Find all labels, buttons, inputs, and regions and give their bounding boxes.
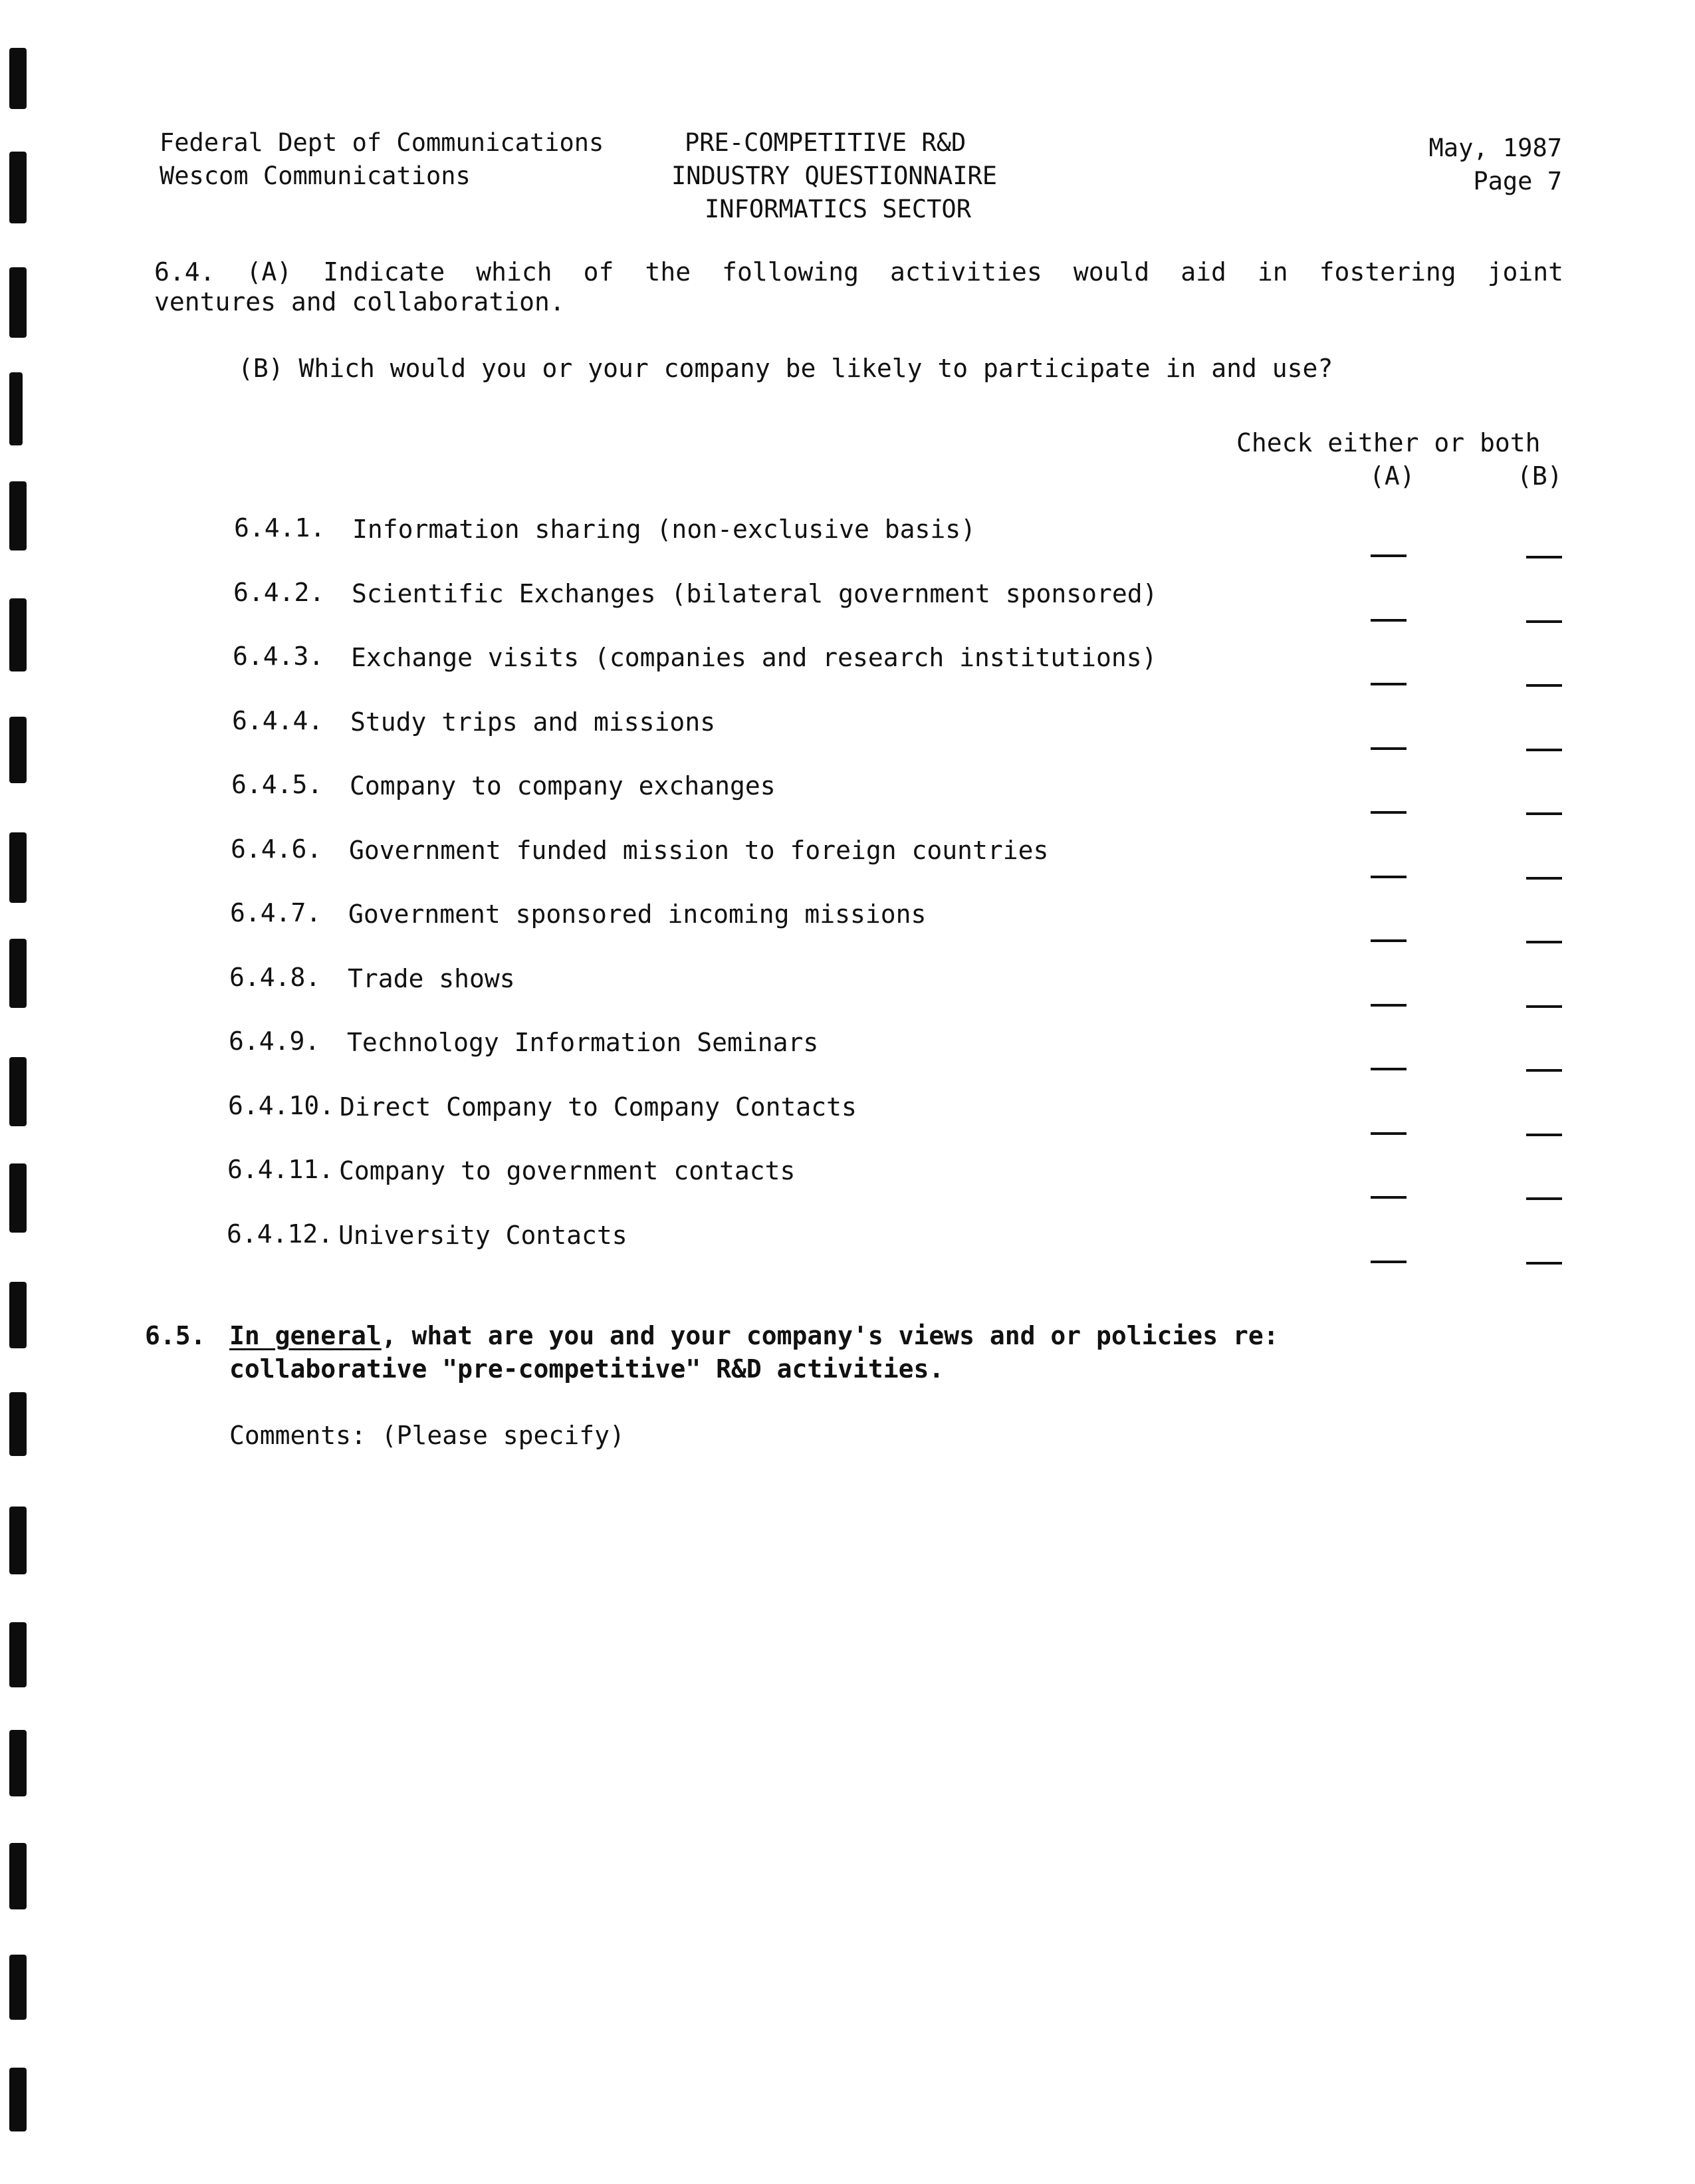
binder-mark <box>9 1507 27 1574</box>
activity-number: 6.4.11. <box>227 1155 334 1184</box>
checkbox-blank-b[interactable] <box>1526 556 1562 558</box>
binder-mark <box>9 48 27 109</box>
activity-number: 6.4.1. <box>234 513 326 543</box>
checkbox-blank-a[interactable] <box>1371 683 1407 685</box>
checkbox-blank-b[interactable] <box>1526 877 1562 880</box>
binder-mark <box>9 598 27 671</box>
checkbox-blank-b[interactable] <box>1526 1069 1562 1072</box>
activity-label: University Contacts <box>338 1221 627 1250</box>
activity-label: Direct Company to Company Contacts <box>340 1092 857 1122</box>
binder-mark <box>9 1392 27 1456</box>
activity-number: 6.4.12. <box>227 1219 334 1249</box>
activity-label: Trade shows <box>348 964 515 993</box>
activity-number: 6.4.3. <box>233 642 324 671</box>
header-org-line1: Federal Dept of Communications <box>160 128 604 157</box>
check-header: Check either or both <box>1236 428 1541 457</box>
activity-label: Study trips and missions <box>350 707 716 737</box>
checkbox-blank-b[interactable] <box>1526 1005 1562 1008</box>
question-6-4-b: (B) Which would you or your company be likely to participate in and use? <box>238 354 1333 383</box>
header-title-line3: INFORMATICS SECTOR <box>705 195 971 223</box>
question-6-4-a-line1: 6.4. (A) Indicate which of the following activities would aid in fostering joint <box>154 257 1563 287</box>
activity-label: Government funded mission to foreign countries <box>349 836 1049 865</box>
checkbox-blank-b[interactable] <box>1526 812 1562 815</box>
checkbox-blank-b[interactable] <box>1526 620 1562 623</box>
activity-label: Technology Information Seminars <box>347 1028 819 1057</box>
checkbox-blank-a[interactable] <box>1371 876 1407 878</box>
column-header-b: (B) <box>1517 461 1563 491</box>
activity-label: Exchange visits (companies and research institutions) <box>351 643 1157 672</box>
header-org-line2: Wescom Communications <box>160 162 471 190</box>
question-6-5-line1 <box>229 1320 1279 1352</box>
header-title-line2: INDUSTRY QUESTIONNAIRE <box>671 162 998 190</box>
question-6-5-number: 6.5. <box>145 1321 206 1350</box>
checkbox-blank-a[interactable] <box>1371 811 1407 814</box>
checkbox-blank-a[interactable] <box>1371 619 1407 622</box>
activity-number: 6.4.5. <box>231 770 323 799</box>
activity-label: Company to government contacts <box>339 1156 796 1185</box>
binder-mark <box>9 267 27 338</box>
checkbox-blank-a[interactable] <box>1371 1004 1407 1007</box>
checkbox-blank-b[interactable] <box>1526 749 1562 751</box>
binder-mark <box>9 1955 27 2020</box>
header-title-line1: PRE-COMPETITIVE R&D <box>685 128 966 157</box>
column-header-a: (A) <box>1369 461 1415 491</box>
checkbox-blank-b[interactable] <box>1526 941 1562 943</box>
checkbox-blank-b[interactable] <box>1526 1134 1562 1136</box>
header-date: May, 1987 <box>1428 134 1562 162</box>
checkbox-blank-a[interactable] <box>1371 1068 1407 1070</box>
binder-mark <box>9 1282 27 1348</box>
binder-mark <box>9 1057 27 1126</box>
activity-number: 6.4.7. <box>230 898 322 927</box>
checkbox-blank-a[interactable] <box>1371 554 1407 557</box>
activity-label: Company to company exchanges <box>350 771 776 800</box>
binder-mark <box>9 939 27 1008</box>
binder-mark <box>9 2068 27 2131</box>
activity-number: 6.4.9. <box>229 1027 320 1056</box>
binder-mark <box>9 717 27 783</box>
activity-label: Information sharing (non-exclusive basis) <box>352 515 976 544</box>
binder-mark <box>9 1843 27 1909</box>
binder-mark <box>9 1163 27 1233</box>
binder-mark <box>9 372 23 445</box>
checkbox-blank-a[interactable] <box>1371 939 1407 942</box>
question-6-4-a-line2: ventures and collaboration. <box>154 287 565 316</box>
activity-number: 6.4.8. <box>229 963 321 992</box>
binder-mark <box>9 1730 27 1796</box>
checkbox-blank-a[interactable] <box>1371 1132 1407 1135</box>
checkbox-blank-b[interactable] <box>1526 684 1562 687</box>
activity-number: 6.4.6. <box>231 834 322 864</box>
activity-number: 6.4.2. <box>233 578 325 607</box>
checkbox-blank-a[interactable] <box>1371 1261 1407 1263</box>
binder-mark <box>9 1622 27 1687</box>
comments-label: Comments: (Please specify) <box>229 1421 625 1450</box>
activity-number: 6.4.10. <box>228 1091 335 1120</box>
activity-label: Government sponsored incoming missions <box>348 900 927 929</box>
binder-mark <box>9 481 27 550</box>
activity-label: Scientific Exchanges (bilateral government sponsored) <box>352 579 1158 608</box>
checkbox-blank-a[interactable] <box>1371 1196 1407 1199</box>
checkbox-blank-b[interactable] <box>1526 1197 1562 1200</box>
question-6-5-line2: collaborative "pre-competitive" R&D activities. <box>229 1354 945 1384</box>
binder-mark <box>9 832 27 903</box>
header-page-number: Page 7 <box>1473 167 1562 195</box>
question-6-5-line1-rest: , what are you and your company's views and or policies re: <box>381 1321 1279 1350</box>
question-6-5-emphasis: In general <box>229 1321 382 1350</box>
checkbox-blank-b[interactable] <box>1526 1262 1562 1265</box>
binder-mark <box>9 152 27 223</box>
checkbox-blank-a[interactable] <box>1371 747 1407 750</box>
activity-number: 6.4.4. <box>232 706 324 735</box>
